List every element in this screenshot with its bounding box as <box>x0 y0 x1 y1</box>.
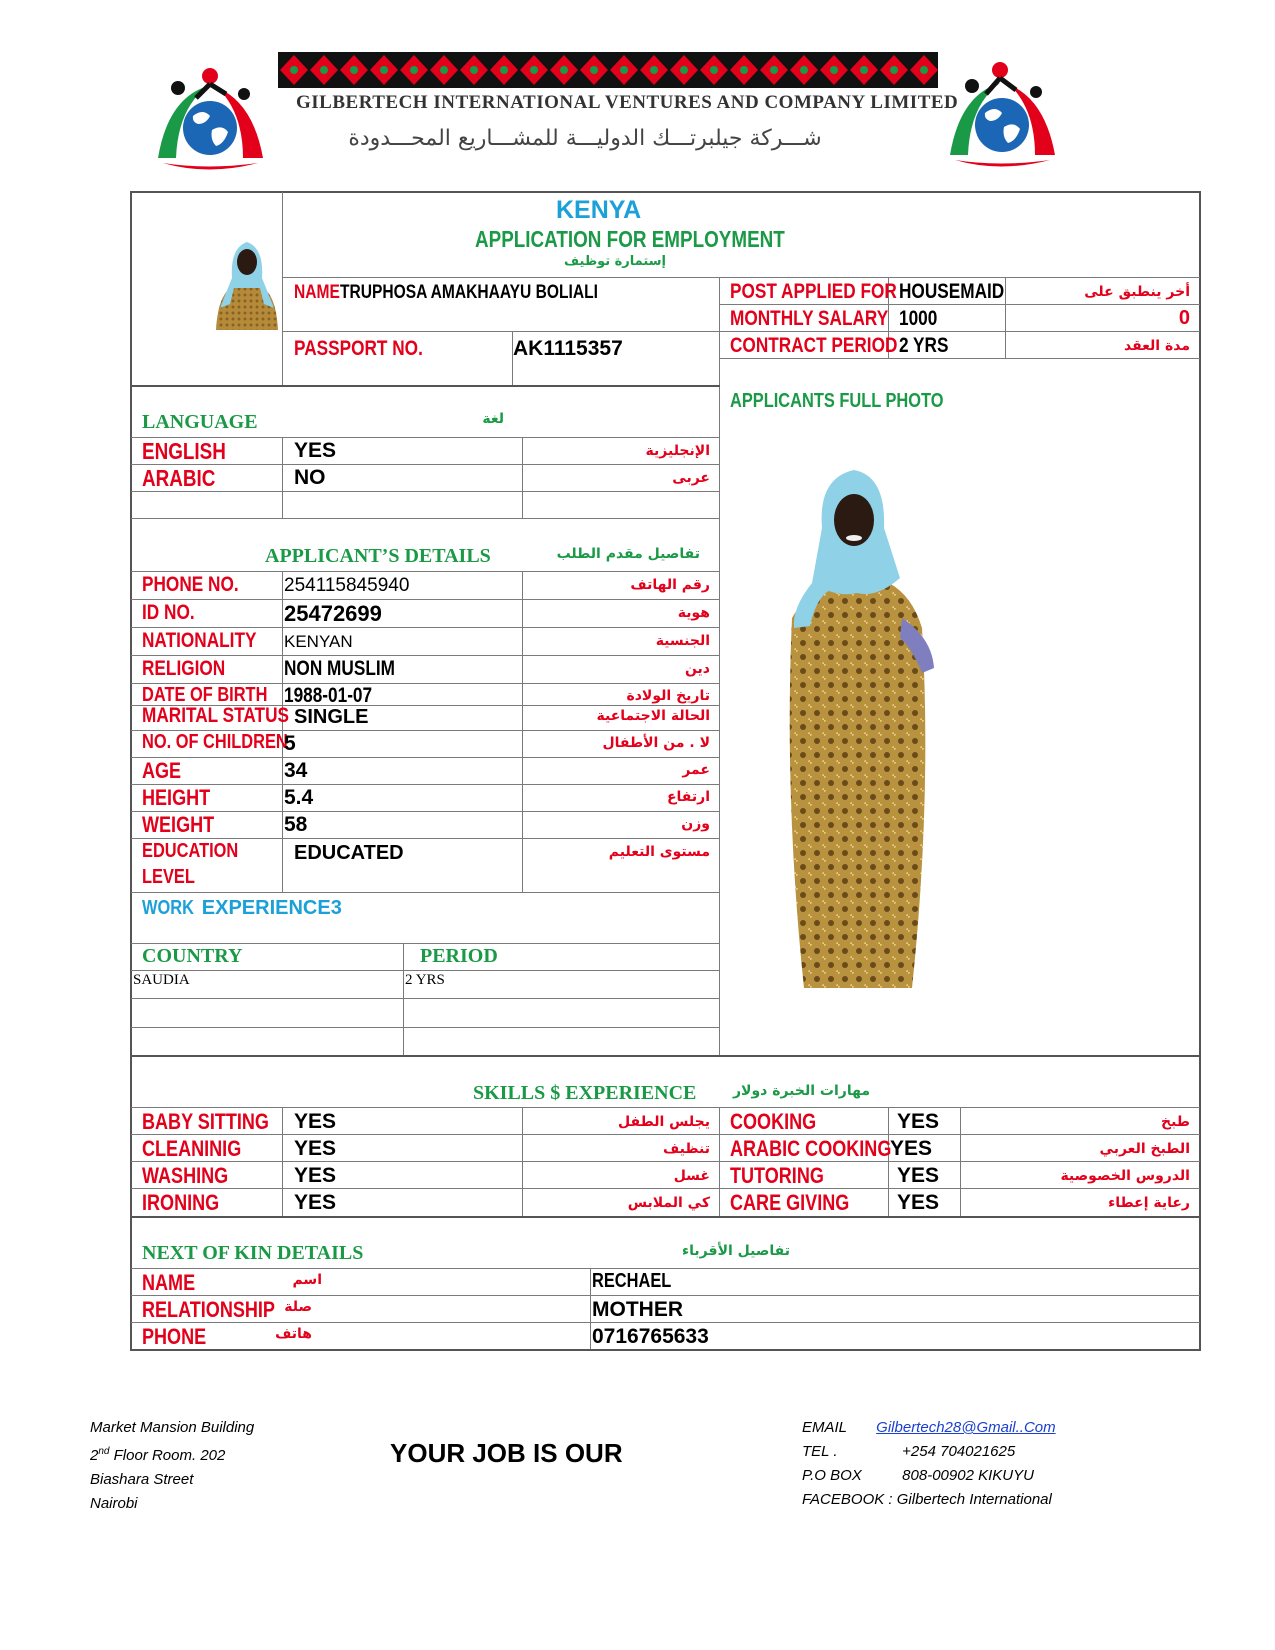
detail-label: AGE <box>142 758 182 783</box>
detail-value: 5.4 <box>284 786 314 809</box>
detail-label: NATIONALITY <box>142 629 257 652</box>
skill-ar: الطبخ العربي <box>1099 1141 1190 1157</box>
skill-value: YES <box>294 1110 337 1133</box>
skill-value: YES <box>897 1164 940 1187</box>
detail-label: PHONE NO. <box>142 573 239 596</box>
skill-value: YES <box>897 1191 940 1214</box>
language-ar: عربى <box>672 470 710 486</box>
detail-label: DATE OF BIRTH <box>142 684 268 706</box>
language-label: ENGLISH <box>142 438 226 464</box>
detail-label: RELIGION <box>142 657 226 680</box>
pobox-row: P.O BOX 808-00902 KIKUYU <box>802 1467 1034 1484</box>
email-row: EMAIL Gilbertech28@Gmail..Com <box>802 1419 1056 1436</box>
work-heading: WORK EXPERIENCE3 <box>142 897 342 919</box>
language-heading: LANGUAGE <box>142 411 258 433</box>
skill-value: YES <box>294 1137 337 1160</box>
kin-ar: صلة <box>284 1299 312 1315</box>
language-ar: الإنجليزية <box>645 443 710 459</box>
full-photo-label: APPLICANTS FULL PHOTO <box>730 390 944 412</box>
address-line-1: Market Mansion Building <box>90 1419 255 1436</box>
detail-ar: ارتفاع <box>666 789 710 805</box>
skill-ar: الدروس الخصوصية <box>1060 1168 1190 1184</box>
name-label: NAME <box>294 282 340 303</box>
kin-heading: NEXT OF KIN DETAILS <box>142 1242 364 1264</box>
detail-value: 34 <box>284 759 308 782</box>
company-logo-right <box>940 50 1065 175</box>
address-line-3: Biashara Street <box>90 1471 194 1488</box>
skill-label: WASHING <box>142 1163 229 1188</box>
form-title: APPLICATION FOR EMPLOYMENT <box>475 226 785 252</box>
company-name-ar: شـــركة جيلبرتـــك الدوليـــة للمشـــاريع المحـــدودة <box>348 126 822 151</box>
detail-value: 1988-01-07 <box>284 684 373 707</box>
skill-ar: كي الملابس <box>627 1195 710 1211</box>
kin-value: 0716765633 <box>592 1325 709 1348</box>
post-ar: أخر ينطبق على <box>1084 284 1190 300</box>
language-heading-ar: لغة <box>482 411 504 427</box>
detail-ar: الحالة الاجتماعية <box>596 708 710 724</box>
passport-value: AK1115357 <box>513 337 623 360</box>
detail-value: 254115845940 <box>284 575 410 596</box>
passport-label: PASSPORT NO. <box>294 337 423 360</box>
skill-label: CARE GIVING <box>730 1190 850 1215</box>
detail-ar: عمر <box>682 762 710 778</box>
skills-heading: SKILLS $ EXPERIENCE <box>473 1082 697 1104</box>
detail-label: NO. OF CHILDREN <box>142 731 288 753</box>
work-row-country: SAUDIA <box>133 972 190 988</box>
skill-label: COOKING <box>730 1109 817 1134</box>
skill-value: YES <box>294 1164 337 1187</box>
footer-slogan: YOUR JOB IS OUR <box>390 1438 623 1468</box>
skill-value: YES <box>890 1137 933 1160</box>
skill-ar: طبخ <box>1161 1114 1190 1130</box>
skill-ar: غسل <box>673 1168 710 1184</box>
skill-value: YES <box>294 1191 337 1214</box>
header-banner <box>278 52 938 88</box>
salary-value: 1000 <box>899 307 938 330</box>
skill-value: YES <box>897 1110 940 1133</box>
detail-ar: هوية <box>677 605 710 621</box>
company-logo-left <box>148 58 273 176</box>
applicant-full-photo <box>782 468 937 988</box>
kin-label: RELATIONSHIP <box>142 1297 275 1322</box>
detail-value: NON MUSLIM <box>284 657 395 680</box>
language-value: YES <box>294 439 337 462</box>
contract-ar: مدة العقد <box>1123 338 1190 354</box>
work-row-period: 2 YRS <box>405 972 445 988</box>
kin-label: PHONE <box>142 1324 207 1349</box>
detail-ar: دين <box>684 661 710 677</box>
detail-value: KENYAN <box>284 632 353 651</box>
detail-ar: الجنسية <box>655 633 710 649</box>
applicant-passport-photo <box>212 238 282 330</box>
detail-ar: وزن <box>681 816 710 832</box>
name-value: TRUPHOSA AMAKHAAYU BOLIALI <box>340 282 598 303</box>
skill-label: BABY SITTING <box>142 1109 269 1134</box>
language-value: NO <box>294 466 326 489</box>
address-line-2: 2nd Floor Room. 202 <box>90 1446 226 1464</box>
kin-heading-ar: تفاصيل الأقرباء <box>682 1243 790 1259</box>
tel-row: TEL . +254 704021625 <box>802 1443 1016 1460</box>
kin-ar: هاتف <box>275 1326 312 1342</box>
email-link[interactable]: Gilbertech28@Gmail..Com <box>876 1419 1056 1436</box>
skill-ar: تنظيف <box>663 1141 710 1157</box>
detail-ar: رقم الهاتف <box>630 577 710 593</box>
salary-ar: 0 <box>1178 307 1190 329</box>
footer-contact <box>802 1416 1056 1512</box>
contract-value: 2 YRS <box>899 334 949 357</box>
post-label: POST APPLIED FOR <box>730 280 897 303</box>
kin-value: RECHAEL <box>592 1270 672 1292</box>
detail-value: 5 <box>284 732 296 755</box>
work-col-country: COUNTRY <box>142 945 243 967</box>
detail-value: EDUCATED <box>294 842 404 864</box>
detail-value: SINGLE <box>294 706 369 728</box>
language-label: ARABIC <box>142 465 216 491</box>
detail-ar: تاريخ الولادة <box>626 688 710 704</box>
detail-label: EDUCATION <box>142 840 239 862</box>
detail-ar: مستوى التعليم <box>608 844 710 860</box>
skills-heading-ar: مهارات الخبرة دولار <box>732 1083 870 1099</box>
skill-label: CLEANINIG <box>142 1136 242 1161</box>
contract-label: CONTRACT PERIOD <box>730 334 898 357</box>
footer-address <box>90 1416 254 1516</box>
post-value: HOUSEMAID <box>899 280 1005 303</box>
details-heading: APPLICANT’S DETAILS <box>265 545 491 567</box>
salary-label: MONTHLY SALARY <box>730 307 889 330</box>
address-line-4: Nairobi <box>90 1495 138 1512</box>
detail-value: 25472699 <box>284 601 382 626</box>
details-heading-ar: تفاصيل مقدم الطلب <box>556 546 700 562</box>
kin-label: NAME <box>142 1270 196 1295</box>
facebook-row: FACEBOOK : Gilbertech International <box>802 1491 1052 1508</box>
country-heading: KENYA <box>556 196 642 224</box>
form-title-ar: إستمارة توظيف <box>564 254 666 269</box>
detail-value: 58 <box>284 813 308 836</box>
detail-ar: لا . من الأطفال <box>602 735 710 751</box>
detail-label: MARITAL STATUS <box>142 704 289 727</box>
skill-ar: رعاية إعطاء <box>1108 1195 1190 1211</box>
detail-label: HEIGHT <box>142 785 211 810</box>
kin-ar: اسم <box>292 1272 322 1288</box>
company-name-en: GILBERTECH INTERNATIONAL VENTURES AND COMPANY LIMITED <box>296 92 959 113</box>
skill-label: ARABIC COOKING <box>730 1136 892 1161</box>
kin-value: MOTHER <box>592 1298 683 1321</box>
skill-label: TUTORING <box>730 1163 824 1188</box>
detail-label: ID NO. <box>142 601 195 624</box>
detail-label: LEVEL <box>142 866 195 888</box>
skill-ar: يجلس الطفل <box>618 1114 710 1130</box>
work-col-period: PERIOD <box>420 945 498 967</box>
skill-label: IRONING <box>142 1190 220 1215</box>
detail-label: WEIGHT <box>142 812 215 837</box>
